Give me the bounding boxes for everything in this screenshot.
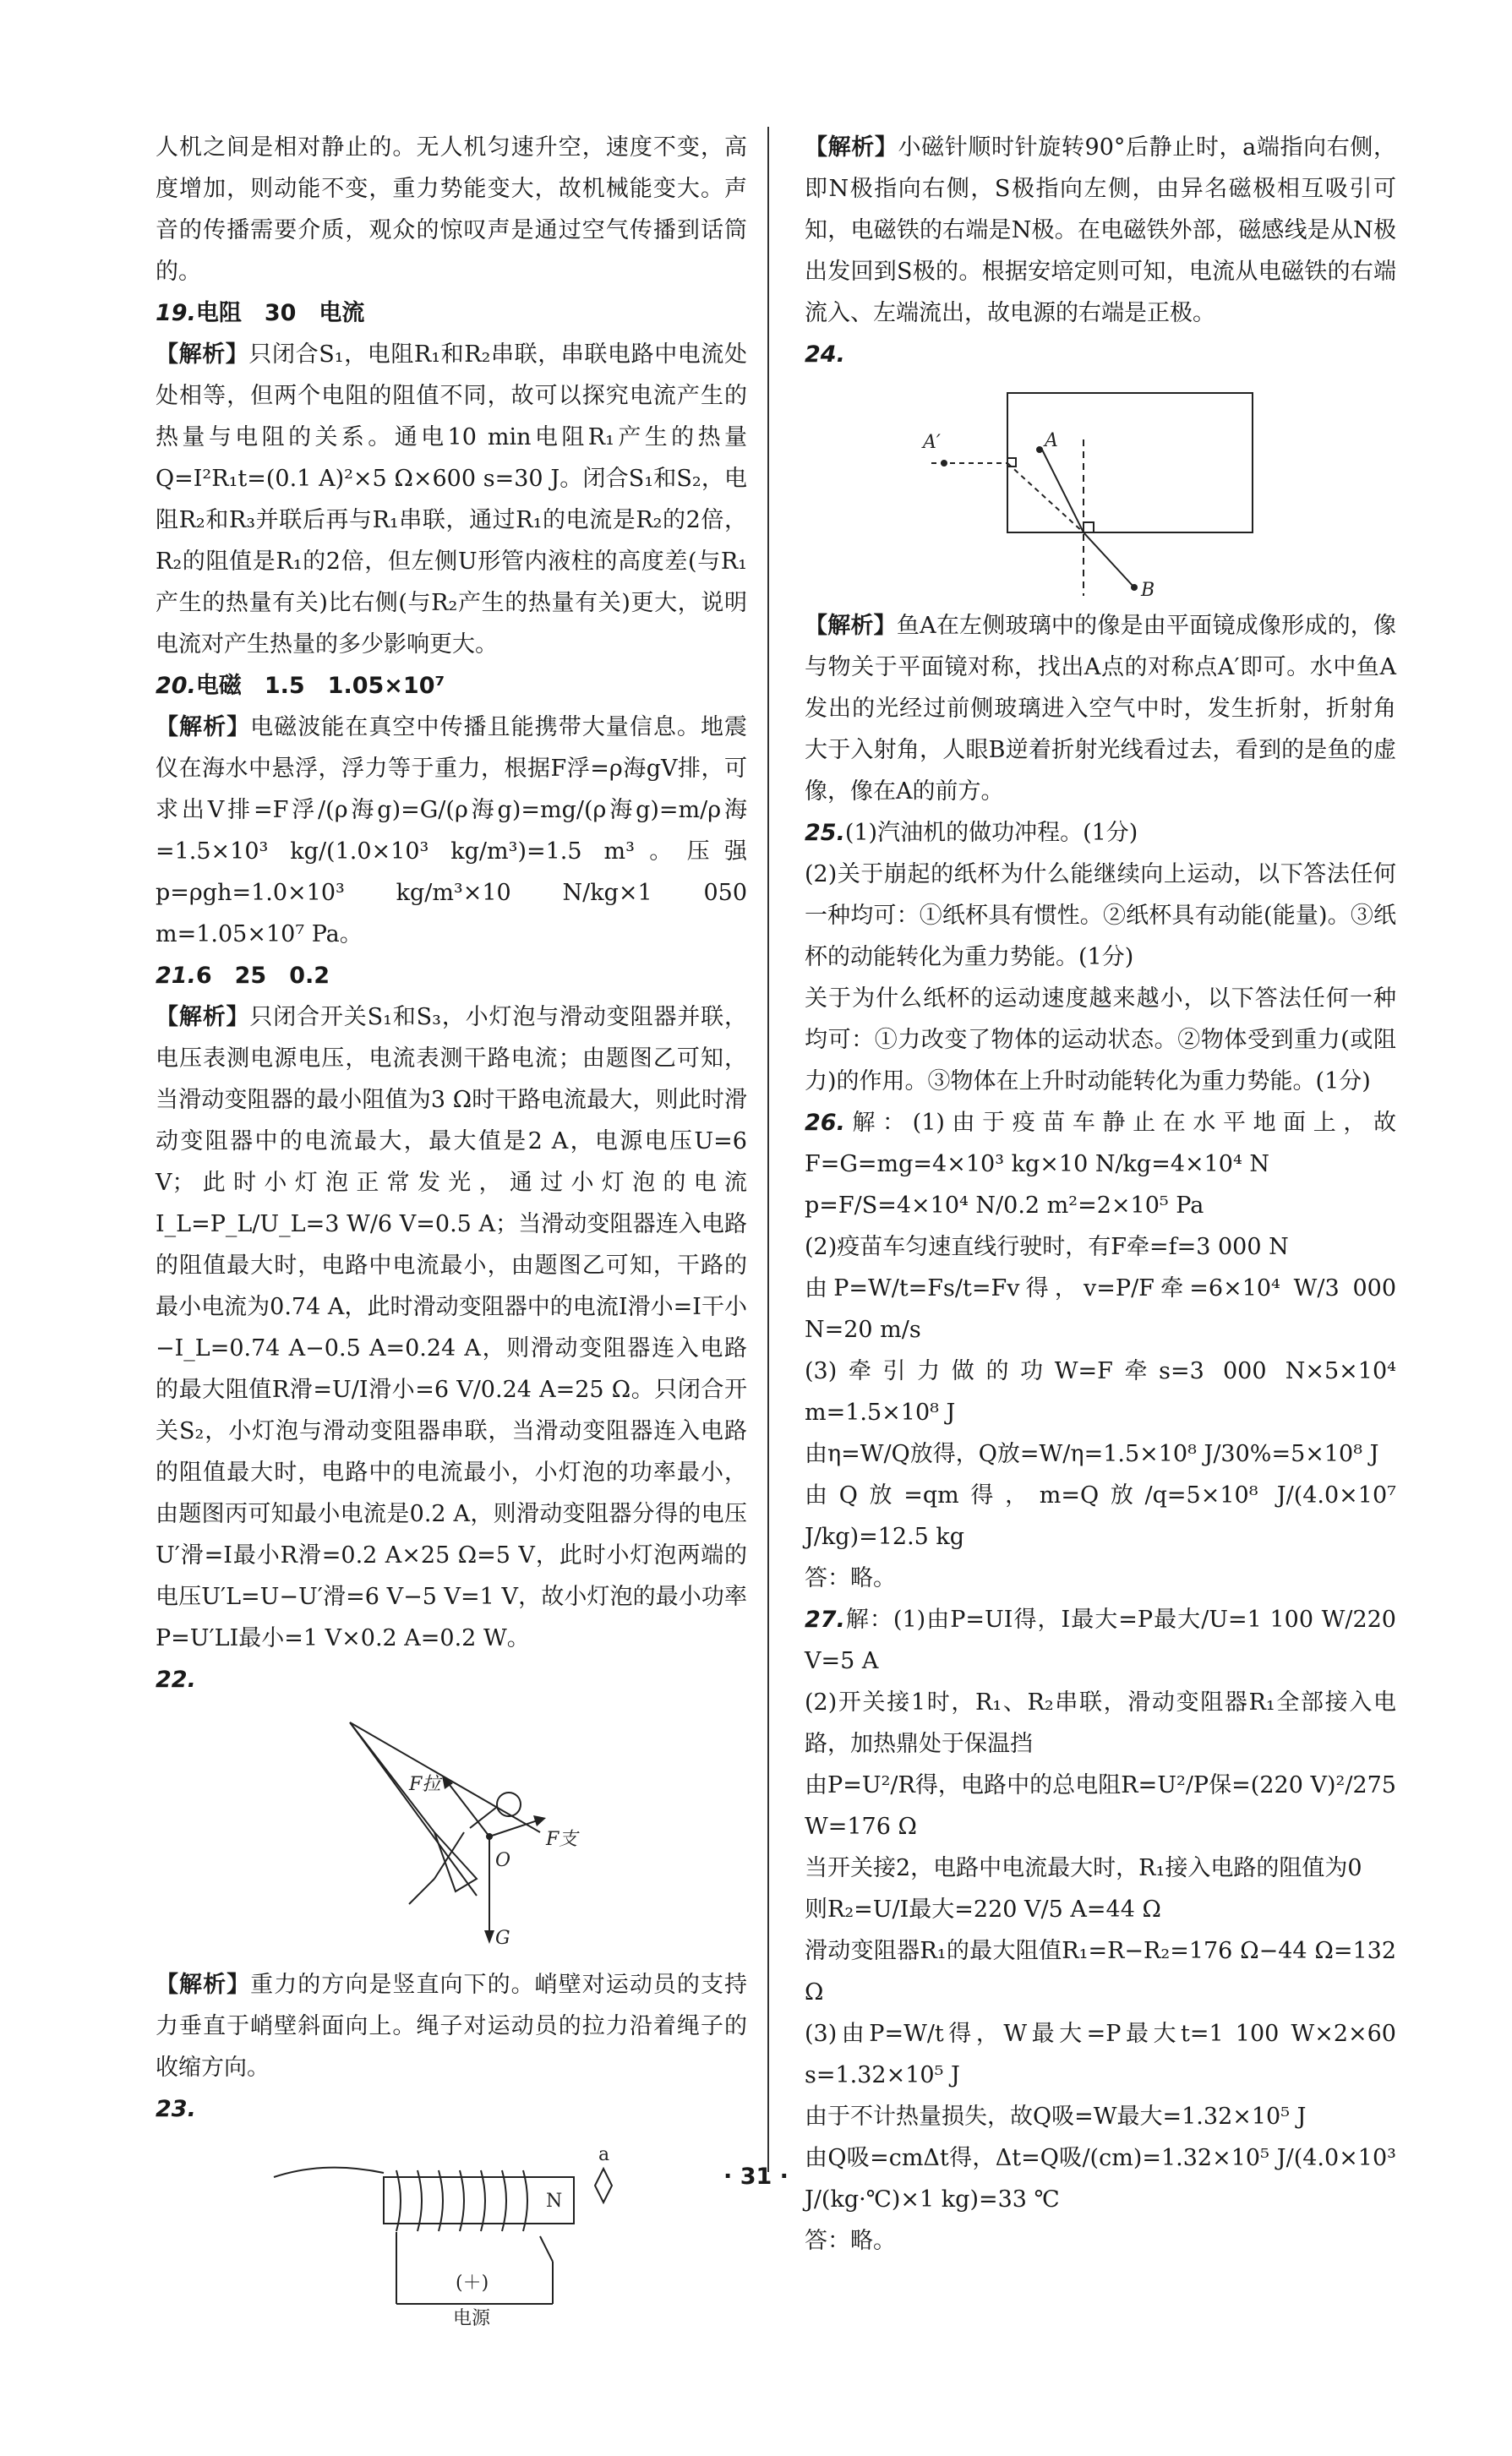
answer-text: 6 25 0.2 xyxy=(195,963,330,989)
answer-line: 解：(1)由于疫苗车静止在水平地面上，故F=G=mg=4×10³ kg×10 N/kg=4×10⁴ N xyxy=(805,1110,1396,1177)
needle-end-label: a xyxy=(598,2144,610,2165)
question-26-line-2: p=F/S=4×10⁴ N/0.2 m²=2×10⁵ Pa xyxy=(805,1193,1204,1219)
question-19-answer xyxy=(156,292,747,334)
question-27-line-6: 滑动变阻器R₁的最大阻值R₁=R−R₂=176 Ω−44 Ω=132 Ω xyxy=(805,1938,1396,2006)
support-label: F支 xyxy=(546,1829,578,1850)
question-number: 25. xyxy=(805,820,845,846)
paragraph-continued: 人机之间是相对静止的。无人机匀速升空，速度不变，高度增加，则动能不变，重力势能变大，故机械能变大。声音的传播需要介质，观众的惊叹声是通过空气传播到话筒的。 xyxy=(156,134,747,285)
analysis-tag: 【解析】 xyxy=(156,1972,251,1998)
switch-lever xyxy=(540,2236,553,2262)
question-22-analysis xyxy=(156,1964,747,2088)
analysis-text: 鱼A在左侧玻璃中的像是由平面镜成像形成的，像与物关于平面镜对称，找出A点的对称点A′即可。水中鱼A发出的光经过前侧玻璃进入空气中时，发生折射，折射角大于入射角，人眼B逆着折射光线看过去，看到的是鱼的虚像，像在A的前方。 xyxy=(805,613,1397,805)
question-23-analysis xyxy=(805,127,1396,334)
analysis-text: 小磁针顺时针旋转90°后静止时，a端指向右侧，即N极指向右侧，S极指向左侧，由异名磁极相互吸引可知，电磁铁的右端是N极。在电磁铁外部，磁感线是从N极出发回到S极的。根据安培定则可知，电流从电磁铁的右端流入、左端流出，故电源的右端是正极。 xyxy=(805,134,1397,326)
refracted-ray-in xyxy=(1041,448,1084,532)
climber-body xyxy=(434,1832,477,1891)
analysis-text: 电磁波能在真空中传播且能携带大量信息。地震仪在海水中悬浮，浮力等于重力，根据F浮=ρ海gV排，可求出V排=F浮/(ρ海g)=G/(ρ海g)=mg/(ρ海g)=m/ρ海=1.5×10³ kg/(1.0×10³ kg/m³)=1.5 m³。压强p=ρgh=1.0×10³ kg/m³×10 N/kg×1 050 m=1.05×10⁷ Pa。 xyxy=(156,714,748,947)
analysis-tag: 【解析】 xyxy=(805,613,897,639)
question-number: 21. xyxy=(156,963,196,989)
question-25-line-1 xyxy=(805,812,1396,854)
question-27-line-8: 由于不计热量损失，故Q吸=W最大=1.32×10⁵ J xyxy=(805,2104,1307,2130)
force-origin-dot xyxy=(486,1833,493,1840)
answer-text: 电磁 1.5 1.05×10⁷ xyxy=(195,673,445,699)
image-label: A′ xyxy=(923,432,941,453)
question-26-line-1 xyxy=(805,1102,1396,1185)
question-21-analysis xyxy=(156,996,747,1659)
question-26-line-4: 由P=W/t=Fs/t=Fv得，v=P/F牵=6×10⁴ W/3 000 N=20 m/s xyxy=(805,1275,1396,1343)
answer-line: (1)汽油机的做功冲程。(1分) xyxy=(844,820,1138,846)
analysis-tag: 【解析】 xyxy=(156,714,251,740)
right-column xyxy=(805,127,1396,2262)
question-number: 19. xyxy=(156,300,196,326)
question-25-line-3: 关于为什么纸杯的运动速度越来越小，以下答法任何一种均可：①力改变了物体的运动状态。②物体受到重力(或阻力)的作用。③物体在上升时动能转化为重力势能。(1分) xyxy=(805,985,1396,1094)
fish-label: A xyxy=(1045,430,1058,451)
question-27-line-3: 由P=U²/R得，电路中的总电阻R=U²/P保=(220 V)²/275 W=176 Ω xyxy=(805,1772,1396,1840)
refracted-ray-out xyxy=(1084,532,1134,587)
column-divider xyxy=(767,127,769,2172)
question-24-analysis xyxy=(805,605,1396,812)
question-26-line-8: 答：略。 xyxy=(805,1565,896,1591)
left-column xyxy=(156,127,747,2334)
question-20-answer xyxy=(156,665,747,707)
climber-foot xyxy=(409,1879,434,1904)
question-25-line-2: (2)关于崩起的纸杯为什么能继续向上运动，以下答法任何一种均可：①纸杯具有惯性。②纸杯具有动能(能量)。③纸杯的动能转化为重力势能。(1分) xyxy=(805,861,1396,970)
analysis-text: 只闭合开关S₁和S₃，小灯泡与滑动变阻器并联，电压表测电源电压，电流表测干路电流；由题图乙可知，当滑动变阻器的最小阻值为3 Ω时干路电流最大，则此时滑动变阻器中的电流最大，最大值是2 A，电源电压U=6 V；此时小灯泡正常发光，通过小灯泡的电流I_L=P_L/U_L=3 W/6 V=0.5 A；当滑动变阻器连入电路的阻值最大时，电路中电流最小，由题图乙可知，干路的最小电流为0.74 A，此时滑动变阻器中的电流I滑小=I干小−I_L=0.74 A−0.5 A=0.24 A，则滑动变阻器连入电路的最大阻值R滑=U/I滑小=6 V/0.24 A=25 Ω。只闭合开关S₂，小灯泡与滑动变阻器串联，当滑动变阻器连入电路的阻值最大时，电路中的电流最小，小灯泡的功率最小，由题图丙可知最小电流是0.2 A，则滑动变阻器分得的电压U′滑=I最小R滑=0.2 A×25 Ω=5 V，此时小灯泡两端的电压U′L=U−U′滑=6 V−5 V=1 V，故小灯泡的最小功率P=U′LI最小=1 V×0.2 A=0.2 W。 xyxy=(156,1004,748,1651)
question-number: 22. xyxy=(156,1667,196,1693)
tension-label: F拉 xyxy=(409,1774,441,1795)
question-26-line-5: (3)牵引力做的功W=F牵s=3 000 N×5×10⁴ m=1.5×10⁸ J xyxy=(805,1358,1396,1426)
eye-point xyxy=(1131,584,1138,591)
force-diagram xyxy=(156,1706,747,1959)
question-number: 27. xyxy=(805,1607,845,1633)
eye-label: B xyxy=(1141,580,1155,600)
analysis-tag: 【解析】 xyxy=(156,341,249,368)
question-27-line-5: 则R₂=U/I最大=220 V/5 A=44 Ω xyxy=(805,1897,1161,1923)
gravity-label: G xyxy=(495,1928,510,1949)
question-22-label xyxy=(156,1659,747,1700)
analysis-text: 只闭合S₁，电阻R₁和R₂串联，串联电路中电流处处相等，但两个电阻的阻值不同，故可以探究电流产生的热量与电阻的关系。通电10 min电阻R₁产生的热量Q=I²R₁t=(0.1 A)²×5 Ω×600 s=30 J。闭合S₁和S₂，电阻R₂和R₃并联后再与R₁串联，通过R₁的电流是R₂的2倍，R₂的阻值是R₁的2倍，但左侧U形管内液柱的高度差(与R₁产生的热量有关)比右侧(与R₂产生的热量有关)更大，说明电流对产生热量的多少影响更大。 xyxy=(156,341,747,658)
question-number: 24. xyxy=(805,341,845,368)
right-angle-mark-2 xyxy=(1084,522,1094,532)
question-19-analysis xyxy=(156,334,747,665)
question-23-label xyxy=(156,2088,747,2130)
fish-tank xyxy=(1007,393,1253,532)
positive-terminal-label: (＋) xyxy=(456,2273,489,2294)
analysis-text: 重力的方向是竖直向下的。峭壁对运动员的支持力垂直于峭壁斜面向上。绳子对运动员的拉力沿着绳子的收缩方向。 xyxy=(156,1972,748,2081)
question-number: 26. xyxy=(805,1110,845,1136)
question-24-label xyxy=(805,334,1396,375)
question-26-line-7: 由Q放=qm得，m=Q放/q=5×10⁸ J/(4.0×10⁷ J/kg)=12.5 kg xyxy=(805,1482,1396,1550)
question-27-line-7: (3)由P=W/t得，W最大=P最大t=1 100 W×2×60 s=1.32×10⁵ J xyxy=(805,2021,1396,2088)
question-26-line-6: 由η=W/Q放得，Q放=W/η=1.5×10⁸ J/30%=5×10⁸ J xyxy=(805,1441,1379,1467)
mirror-refraction-diagram xyxy=(805,380,1396,600)
question-number: 23. xyxy=(156,2096,196,2122)
answer-text: 电阻 30 电流 xyxy=(195,300,365,326)
n-pole-label: N xyxy=(546,2191,563,2212)
question-27-line-1 xyxy=(805,1599,1396,1682)
image-point xyxy=(941,460,947,467)
question-number: 20. xyxy=(156,673,196,699)
virtual-ray xyxy=(1007,463,1084,532)
fish-point xyxy=(1036,446,1043,453)
support-arrowhead xyxy=(533,1815,546,1826)
analysis-tag: 【解析】 xyxy=(805,134,898,161)
power-source-label: 电源 xyxy=(453,2308,491,2329)
origin-label: O xyxy=(495,1850,511,1871)
question-27-line-9: 由Q吸=cmΔt得，Δt=Q吸/(cm)=1.32×10⁵ J/(4.0×10³ J/(kg·℃)×1 kg)=33 ℃ xyxy=(805,2145,1396,2213)
question-26-line-3: (2)疫苗车匀速直线行驶时，有F牵=f=3 000 N xyxy=(805,1234,1289,1260)
answer-line: 解：(1)由P=UI得，I最大=P最大/U=1 100 W/220 V=5 A xyxy=(805,1607,1396,1674)
gravity-arrowhead xyxy=(484,1930,494,1944)
question-27-line-10: 答：略。 xyxy=(805,2228,896,2254)
analysis-tag: 【解析】 xyxy=(156,1004,250,1030)
question-20-analysis xyxy=(156,707,747,955)
page-number: · 31 · xyxy=(723,2164,789,2190)
question-21-answer xyxy=(156,955,747,996)
question-27-line-4: 当开关接2，电路中电流最大时，R₁接入电路的阻值为0 xyxy=(805,1855,1362,1881)
climber-head xyxy=(497,1793,521,1816)
question-27-line-2: (2)开关接1时，R₁、R₂串联，滑动变阻器R₁全部接入电路，加热鼎处于保温挡 xyxy=(805,1689,1396,1757)
